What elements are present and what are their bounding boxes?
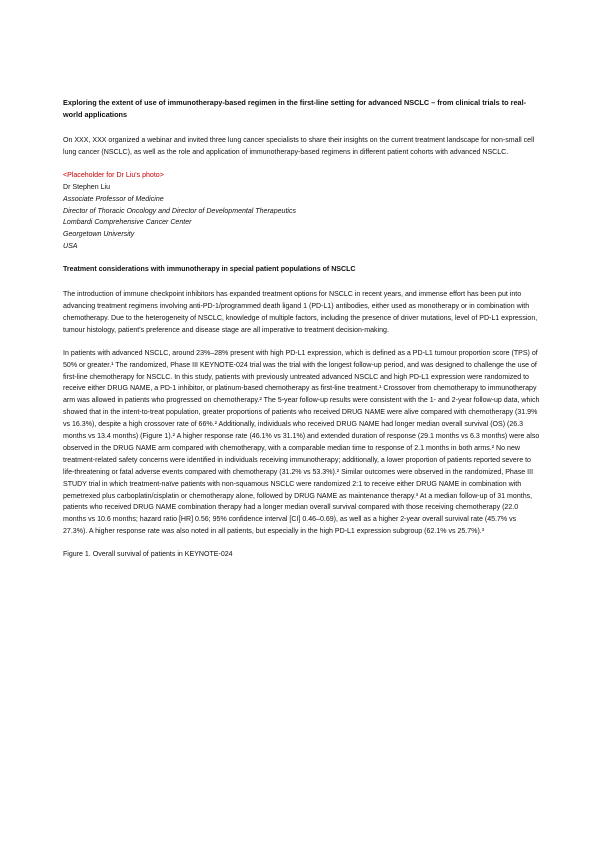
paragraph-2: In patients with advanced NSCLC, around 23%–28% present with high PD-L1 expression, which is defined as a PD-L1 tumour proportion score (TPS) of 50% or greater.¹ The randomized, Phase III KEYNOTE-024 trial was the trial with the longest follow-up period, and was designed to challenge the use of first-line chemotherapy for NSCLC. In this study, patients with previously untreated advanced NSCLC and high PD-L1 expression were randomized to receive either DRUG NAME, a PD-1 inhibitor, or platinum-based chemotherapy as first-line treatment.¹ Crossover from chemotherapy to immunotherapy arm was allowed in patients who progressed on chemotherapy.² The 5-year follow-up results were consistent with the 1- and 2-year follow-up data, which showed that in the intent-to-treat population, greater proportions of patients who received DRUG NAME were alive compared with chemotherapy (31.9% vs 16.3%), despite a high crossover rate of 66%.² Additionally, individuals who received DRUG NAME had longer median overall survival (OS) (26.3 months vs 13.4 months) (Figure 1).² A higher response rate (46.1% vs 31.1%) and extended duration of response (29.1 months vs 6.3 months) were also observed in the DRUG NAME arm compared with chemotherapy, with a comparable median time to response of 2.1 months in both arms.² No new treatment-related safety concerns were identified in individuals receiving immunotherapy; additionally, a lower proportion of patients reported severe to life-threatening or fatal adverse events compared with chemotherapy (31.2% vs 53.3%).² Similar outcomes were observed in the randomized, Phase III STUDY trial in which treatment-naïve patients with non-squamous NSCLC were randomized 2:1 to receive either DRUG NAME in combination with pemetrexed plus carboplatin/cisplatin or chemotherapy alone, followed by DRUG NAME as maintenance therapy.³ At a median follow-up of 31 months, patients who received DRUG NAME combination therapy had a longer median overall survival compared with those receiving chemotherapy (22.0 months vs 10.6 months; hazard ratio [HR] 0.56; 95% confidence interval [CI] 0.46–0.69), as well as a higher 2-year overall survival rate (45.7% vs 27.3%). A higher response rate was also noted in all patients, but especially in the high PD-L1 expression subgroup (62.1% vs 25.7%).³ [63,349,540,536]
speaker-country: USA [63,243,78,251]
section-heading: Treatment considerations with immunotherapy in special patient populations of NSCLC [63,266,356,274]
speaker-name: Dr Stephen Liu [63,183,111,191]
speaker-bio [63,170,541,253]
speaker-role-1: Associate Professor of Medicine [63,195,164,203]
figure-caption: Figure 1. Overall survival of patients in KEYNOTE-024 [63,551,233,559]
speaker-role-2: Director of Thoracic Oncology and Director of Developmental Therapeutics [63,207,297,215]
intro-paragraph: On XXX, XXX organized a webinar and invited three lung cancer specialists to share their insights on the current treatment landscape for non-small cell lung cancer (NSCLC), as well as the role and application of immunotherapy-based regimens in different patient cohorts with advanced NSCLC. [63,137,535,156]
paragraph-1: The introduction of immune checkpoint inhibitors has expanded treatment options for NSCLC in recent years, and immense effort has been put into advancing treatment regimens involving anti-PD-1/programmed death ligand 1 (PD-L1) antibodies, either used as monotherapy or in combination with chemotherapy. Due to the heterogeneity of NSCLC, knowledge of multiple factors, including the presence of driver mutations, level of PD-L1 expression, tumour histology, patient's preference and disease stage are all imperative to treatment decision-making. [63,291,538,334]
document-body [63,97,541,561]
photo-placeholder: <Placeholder for Dr Liu's photo> [63,171,164,179]
speaker-organization: Lombardi Comprehensive Cancer Center [63,219,192,227]
document-title: Exploring the extent of use of immunotherapy-based regimen in the first-line setting for advanced NSCLC – from clinical trials to real-world applications [63,98,527,119]
speaker-university: Georgetown University [63,231,135,239]
